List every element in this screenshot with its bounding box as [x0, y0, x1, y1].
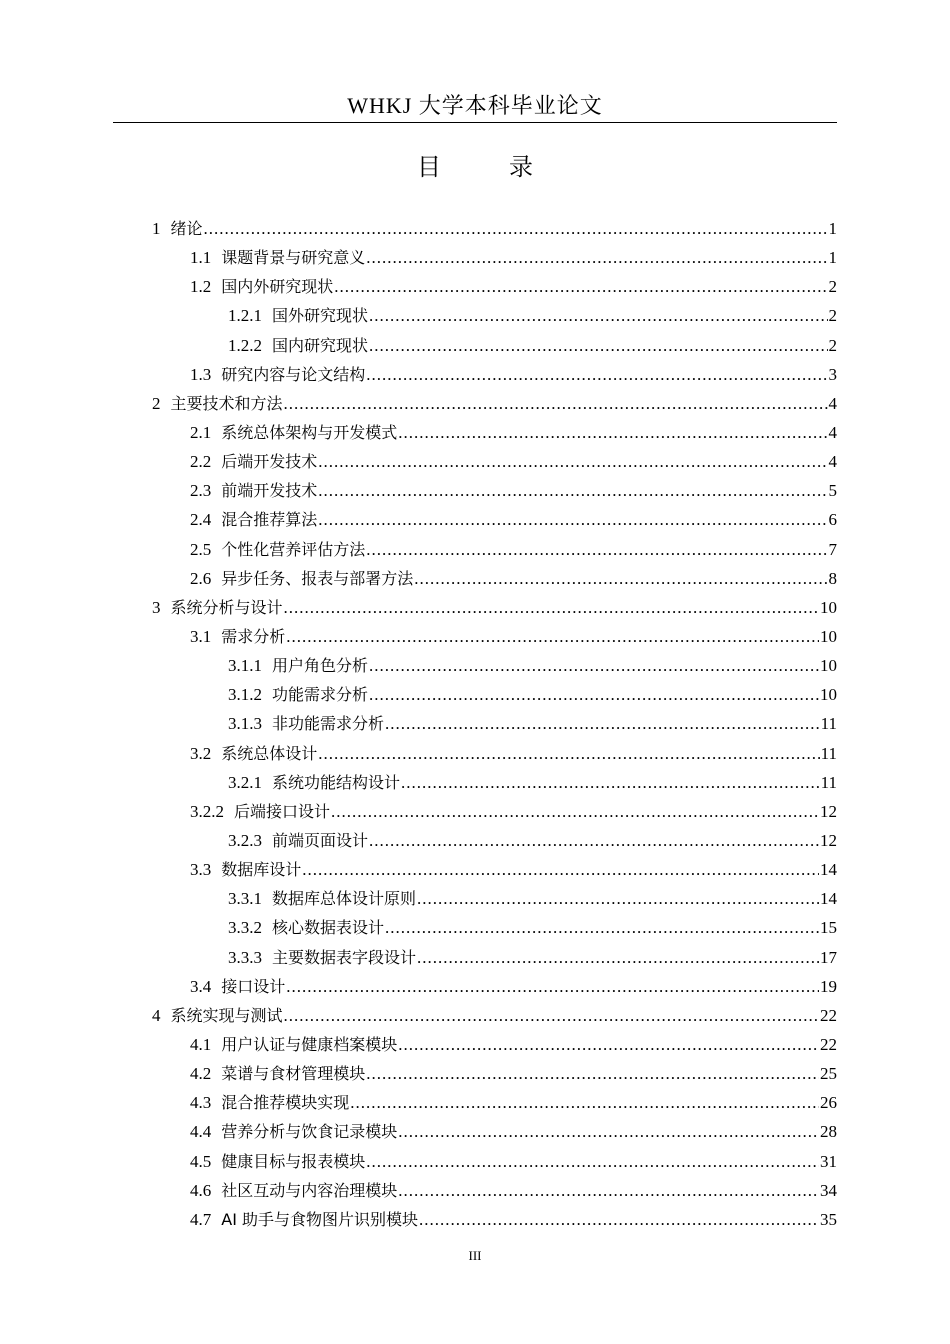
toc-entry-label	[228, 301, 368, 330]
toc-entry-text: 系统功能结构设计	[272, 772, 401, 792]
toc-dot-leader	[369, 680, 819, 709]
toc-dot-leader	[318, 476, 827, 505]
toc-entry[interactable]	[152, 535, 837, 564]
toc-entry-number: 3.1	[190, 626, 212, 646]
toc-dot-leader	[419, 1205, 819, 1234]
toc-entry-text: 数据库设计	[221, 860, 302, 880]
toc-entry-label	[190, 797, 330, 826]
toc-dot-leader	[284, 593, 819, 622]
toc-entry-label	[152, 593, 283, 622]
toc-entry-label	[190, 1088, 349, 1117]
toc-entry-page: 14	[820, 860, 837, 880]
toc-entry-text: 营养分析与饮食记录模块	[221, 1122, 398, 1142]
toc-entry[interactable]	[152, 1147, 837, 1176]
toc-dot-leader	[302, 855, 819, 884]
toc-entry-text: 主要数据表字段设计	[272, 947, 417, 967]
toc-entry-text: 需求分析	[221, 626, 286, 646]
toc-entry-page: 1	[828, 219, 837, 238]
toc-entry-page: 6	[828, 510, 837, 530]
toc-entry[interactable]	[152, 418, 837, 447]
toc-entry-page: 7	[828, 539, 837, 559]
toc-dot-leader	[366, 360, 827, 389]
toc-entry-label	[190, 739, 317, 768]
toc-entry-text: 前端页面设计	[272, 830, 369, 850]
toc-entry-page: 26	[820, 1093, 837, 1113]
toc-entry-label	[190, 418, 397, 447]
toc-entry-label	[190, 1205, 418, 1234]
toc-entry-page: 11	[820, 743, 837, 763]
toc-entry-label	[190, 272, 333, 301]
toc-entry-number: 1.2	[190, 277, 212, 297]
toc-entry-page: 12	[820, 830, 837, 850]
toc-entry-number: 3.1.2	[228, 685, 262, 705]
toc-entry-number: 2.6	[190, 568, 212, 588]
toc-entry-text: 健康目标与报表模块	[221, 1151, 366, 1171]
toc-entry-text: 绪论	[170, 219, 203, 238]
toc-entry-page: 3	[828, 364, 837, 384]
toc-entry-page: 12	[820, 801, 837, 821]
toc-entry-number: 3.3.3	[228, 947, 262, 967]
toc-entry[interactable]	[152, 1176, 837, 1205]
toc-entry-label	[228, 826, 368, 855]
toc-dot-leader	[398, 1030, 819, 1059]
toc-entry-page: 22	[820, 1034, 837, 1054]
toc-entry-label	[228, 709, 384, 738]
toc-dot-leader	[417, 884, 819, 913]
toc-entry-label	[190, 243, 365, 272]
toc-entry-text: 国内外研究现状	[221, 277, 334, 297]
toc-dot-leader	[369, 651, 819, 680]
toc-entry-label	[190, 622, 285, 651]
toc-entry-text: 混合推荐模块实现	[221, 1093, 350, 1113]
toc-dot-leader	[366, 243, 827, 272]
toc-entry-text: 非功能需求分析	[272, 714, 385, 734]
toc-dot-leader	[398, 1117, 819, 1146]
page-number: III	[468, 1248, 482, 1263]
toc-entry-page: 2	[828, 277, 837, 297]
toc-entry[interactable]	[152, 272, 837, 301]
toc-entry-text: 社区互动与内容治理模块	[221, 1180, 398, 1200]
header-divider	[113, 122, 837, 123]
toc-entry-text: 异步任务、报表与部署方法	[221, 568, 414, 588]
toc-entry-label	[152, 389, 283, 418]
toc-entry-label	[152, 1001, 283, 1030]
toc-entry[interactable]	[152, 360, 837, 389]
toc-entry-label	[190, 476, 317, 505]
toc-dot-leader	[414, 564, 827, 593]
toc-entry-number: 3.4	[190, 976, 212, 996]
toc-entry-label	[228, 768, 400, 797]
toc-entry-page: 34	[820, 1180, 837, 1200]
toc-entry-page: 10	[820, 656, 837, 676]
toc-entry-text: 用户认证与健康档案模块	[221, 1034, 398, 1054]
toc-entry-label	[190, 1059, 365, 1088]
toc-dot-leader	[398, 1176, 819, 1205]
toc-entry-text: 系统分析与设计	[170, 597, 283, 617]
toc-entry-label	[190, 855, 301, 884]
toc-entry-label	[190, 1176, 397, 1205]
toc-entry-page: 19	[820, 976, 837, 996]
toc-heading: 目 录	[417, 153, 555, 181]
toc-entry[interactable]	[152, 301, 837, 330]
toc-entry-number: 3.3	[190, 860, 212, 880]
toc-entry-text: 系统实现与测试	[170, 1005, 283, 1025]
toc-entry-page: 5	[828, 481, 837, 501]
toc-entry[interactable]	[152, 622, 837, 651]
toc-dot-leader	[401, 768, 820, 797]
toc-entry[interactable]	[152, 331, 837, 360]
toc-entry-number: 3.2.2	[190, 801, 224, 821]
toc-entry-page: 11	[820, 772, 837, 792]
toc-dot-leader	[284, 389, 828, 418]
toc-entry-number: 2.4	[190, 510, 212, 530]
toc-entry-page: 10	[820, 626, 837, 646]
toc-dot-leader	[284, 1001, 819, 1030]
toc-entry-text: 菜谱与食材管理模块	[221, 1064, 366, 1084]
page-header-title: WHKJ 大学本科毕业论文	[347, 93, 603, 118]
toc-entry[interactable]	[152, 884, 837, 913]
toc-dot-leader	[398, 418, 827, 447]
toc-entry-number: 4.6	[190, 1180, 212, 1200]
toc-entry-label	[228, 913, 384, 942]
toc-entry-label	[228, 680, 368, 709]
toc-entry-number: 1.1	[190, 248, 212, 268]
toc-entry-number: 2.5	[190, 539, 212, 559]
toc-dot-leader	[350, 1088, 819, 1117]
toc-dot-leader	[286, 622, 819, 651]
toc-entry-number: 3.1.3	[228, 714, 262, 734]
toc-entry-label	[190, 447, 317, 476]
toc-entry-page: 31	[820, 1151, 837, 1171]
toc-entry-number: 1.2.2	[228, 335, 262, 355]
toc-entry-number: 2.1	[190, 422, 212, 442]
toc-dot-leader	[369, 826, 819, 855]
toc-entry-text: 系统总体设计	[221, 743, 318, 763]
toc-entry-page: 14	[820, 889, 837, 909]
toc-entry[interactable]	[152, 943, 837, 972]
toc-entry-number: 4	[152, 1005, 161, 1025]
toc-dot-leader	[366, 1059, 819, 1088]
toc-dot-leader	[318, 447, 827, 476]
toc-dot-leader	[318, 739, 819, 768]
toc-entry-page: 4	[828, 422, 837, 442]
toc-entry[interactable]	[152, 214, 837, 243]
toc-entry-label	[190, 1117, 397, 1146]
toc-entry-number: 3.3.1	[228, 889, 262, 909]
toc-entry-page: 2	[828, 335, 837, 355]
table-of-contents	[152, 214, 837, 1234]
toc-entry[interactable]	[152, 972, 837, 1001]
toc-dot-leader	[334, 272, 827, 301]
toc-entry-label	[190, 564, 413, 593]
toc-entry-label	[190, 972, 285, 1001]
toc-entry-number: 2.2	[190, 452, 212, 472]
toc-entry-text: 后端开发技术	[221, 452, 318, 472]
toc-entry-page: 2	[828, 306, 837, 326]
toc-dot-leader	[385, 913, 819, 942]
toc-dot-leader	[385, 709, 820, 738]
toc-entry-page: 11	[820, 714, 837, 734]
toc-entry-number: 2	[152, 393, 161, 413]
toc-dot-leader	[369, 301, 827, 330]
toc-entry-label	[228, 884, 416, 913]
toc-entry-page: 22	[820, 1005, 837, 1025]
toc-entry-number: 3.3.2	[228, 918, 262, 938]
toc-entry-number: 4.5	[190, 1151, 212, 1171]
toc-entry[interactable]	[152, 826, 837, 855]
toc-entry-page: 10	[820, 597, 837, 617]
toc-entry-number: 4.7	[190, 1209, 212, 1229]
toc-entry-page: 1	[828, 248, 837, 268]
toc-entry-text: 前端开发技术	[221, 481, 318, 501]
toc-entry[interactable]	[152, 1030, 837, 1059]
toc-entry[interactable]	[152, 680, 837, 709]
toc-entry[interactable]	[152, 1205, 837, 1234]
toc-entry-text: 后端接口设计	[234, 801, 331, 821]
toc-entry-number: 3.2.3	[228, 830, 262, 850]
toc-entry-label	[190, 1030, 397, 1059]
toc-entry-label	[228, 331, 368, 360]
toc-entry-page: 4	[828, 393, 837, 413]
toc-entry-page: 28	[820, 1122, 837, 1142]
toc-entry-text: 混合推荐算法	[221, 510, 318, 530]
toc-dot-leader	[366, 535, 827, 564]
toc-entry-page: 35	[820, 1209, 837, 1229]
toc-entry[interactable]	[152, 564, 837, 593]
toc-entry[interactable]	[152, 389, 837, 418]
toc-dot-leader	[331, 797, 819, 826]
toc-entry-text: 主要技术和方法	[170, 393, 283, 413]
toc-entry-label	[190, 535, 365, 564]
toc-entry-page: 10	[820, 685, 837, 705]
toc-entry-number: 1.2.1	[228, 306, 262, 326]
toc-entry[interactable]	[152, 447, 837, 476]
toc-entry[interactable]	[152, 243, 837, 272]
toc-entry-text: 国外研究现状	[272, 306, 369, 326]
toc-entry-label	[190, 505, 317, 534]
toc-entry-label	[228, 943, 416, 972]
toc-entry[interactable]	[152, 855, 837, 884]
toc-entry[interactable]	[152, 1088, 837, 1117]
toc-entry-number: 3.2.1	[228, 772, 262, 792]
toc-dot-leader	[286, 972, 819, 1001]
toc-entry-number: 1	[152, 219, 161, 238]
toc-entry-page: 15	[820, 918, 837, 938]
toc-entry-number: 2.3	[190, 481, 212, 501]
toc-dot-leader	[366, 1147, 819, 1176]
toc-entry-label	[228, 651, 368, 680]
toc-entry-number: 4.1	[190, 1034, 212, 1054]
toc-entry-text: 数据库总体设计原则	[272, 889, 417, 909]
toc-entry[interactable]	[152, 476, 837, 505]
toc-entry[interactable]	[152, 768, 837, 797]
toc-entry[interactable]	[152, 797, 837, 826]
toc-entry-number: 4.2	[190, 1064, 212, 1084]
toc-entry[interactable]	[152, 1059, 837, 1088]
toc-entry-text: AI 助手与食物图片识别模块	[221, 1209, 419, 1229]
toc-entry-number: 3.1.1	[228, 656, 262, 676]
toc-entry[interactable]	[152, 505, 837, 534]
toc-entry[interactable]	[152, 1117, 837, 1146]
toc-entry-text: 研究内容与论文结构	[221, 364, 366, 384]
toc-entry[interactable]	[152, 913, 837, 942]
toc-entry[interactable]	[152, 593, 837, 622]
toc-entry-text: 接口设计	[221, 976, 286, 996]
toc-entry-text: 功能需求分析	[272, 685, 369, 705]
toc-entry-number: 4.3	[190, 1093, 212, 1113]
toc-entry-text: 用户角色分析	[272, 656, 369, 676]
toc-entry[interactable]	[152, 1001, 837, 1030]
toc-entry-page: 8	[828, 568, 837, 588]
toc-entry-number: 1.3	[190, 364, 212, 384]
toc-entry[interactable]	[152, 709, 837, 738]
toc-entry-page: 25	[820, 1064, 837, 1084]
toc-entry-number: 4.4	[190, 1122, 212, 1142]
toc-entry-page: 4	[828, 452, 837, 472]
toc-entry[interactable]	[152, 651, 837, 680]
toc-dot-leader	[204, 214, 828, 243]
toc-entry-number: 3	[152, 597, 161, 617]
toc-entry-text: 国内研究现状	[272, 335, 369, 355]
toc-entry[interactable]	[152, 739, 837, 768]
toc-entry-text: 系统总体架构与开发模式	[221, 422, 398, 442]
toc-dot-leader	[318, 505, 827, 534]
toc-entry-text: 核心数据表设计	[272, 918, 385, 938]
toc-entry-label	[190, 1147, 365, 1176]
toc-entry-number: 3.2	[190, 743, 212, 763]
toc-entry-label	[152, 214, 203, 243]
toc-entry-text: 个性化营养评估方法	[221, 539, 366, 559]
toc-dot-leader	[369, 331, 827, 360]
toc-entry-label	[190, 360, 365, 389]
toc-dot-leader	[417, 943, 819, 972]
toc-entry-page: 17	[820, 947, 837, 967]
toc-entry-text: 课题背景与研究意义	[221, 248, 366, 268]
